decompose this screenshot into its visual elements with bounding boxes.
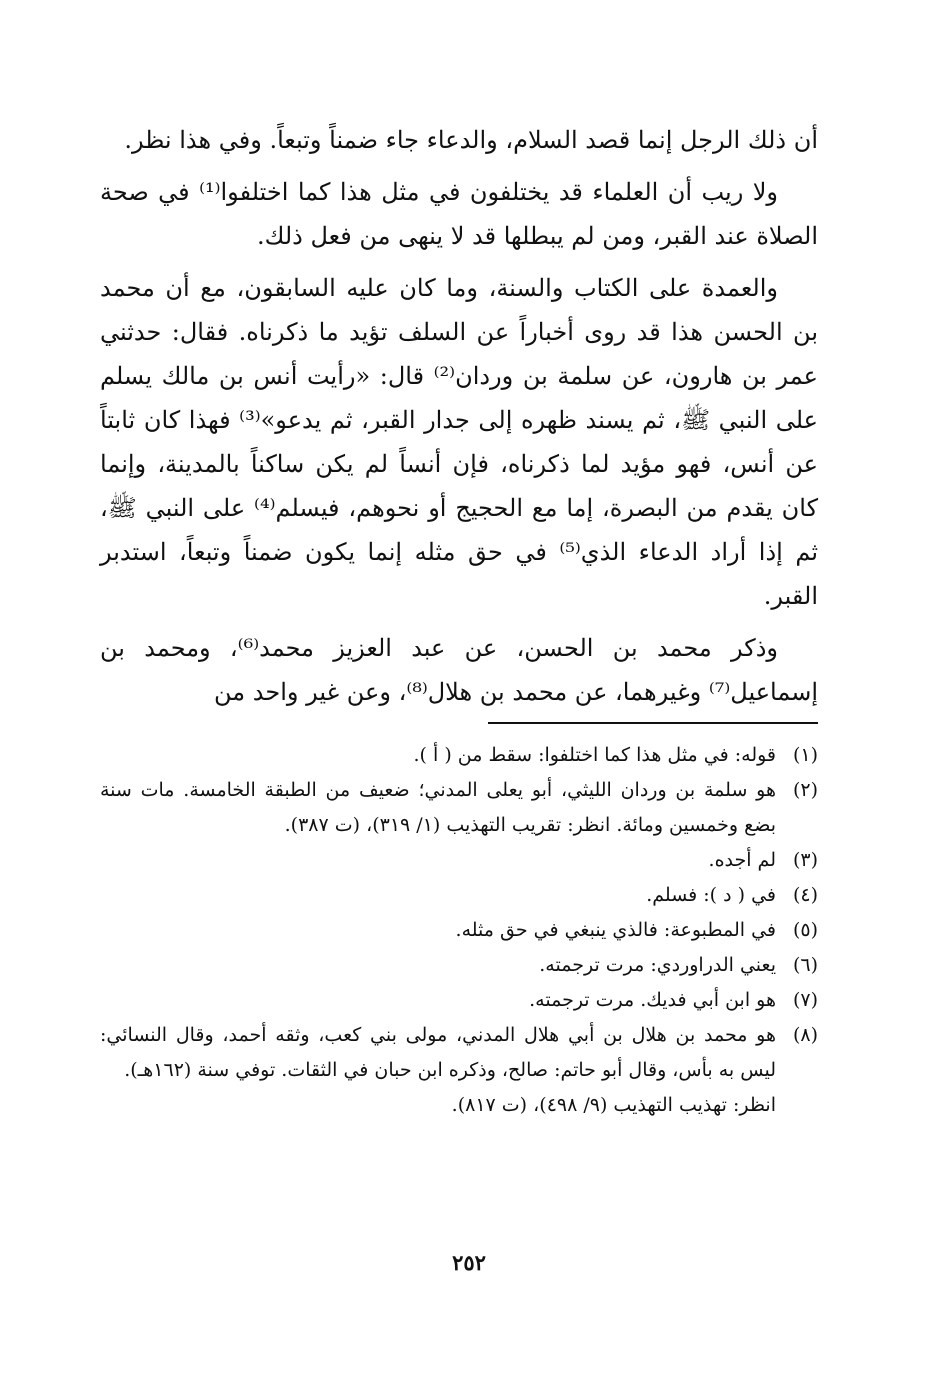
footnote-number: (٥) xyxy=(792,919,818,941)
footnote-body xyxy=(100,1018,776,1123)
footnote-text: هو ابن أبي فديك. مرت ترجمته. xyxy=(529,989,776,1011)
footnote xyxy=(100,878,818,913)
footnote xyxy=(100,913,818,948)
footnote xyxy=(100,983,818,1018)
footnote-number: (٣) xyxy=(792,849,818,871)
footnote xyxy=(100,738,818,773)
paragraph: وذكر محمد بن الحسن، عن عبد العزيز محمد⁽⁶⁾، ومحمد بن إسماعيل⁽⁷⁾ وغيرهما، عن محمد بن هلال⁽⁸⁾، وعن غير واحد من xyxy=(100,634,818,706)
book-page xyxy=(100,118,818,1123)
footnote-number: (٦) xyxy=(792,954,818,976)
paragraph: أن ذلك الرجل إنما قصد السلام، والدعاء جاء ضمناً وتبعاً. وفي هذا نظر. xyxy=(124,126,818,154)
footnote-text: هو سلمة بن وردان الليثي، أبو يعلى المدني؛ ضعيف من الطبقة الخامسة. مات سنة بضع وخمسين ومائة. انظر: تقريب التهذيب (١/ ٣١٩)، (ت ٣٨٧). xyxy=(100,779,776,836)
footnotes xyxy=(100,738,818,1123)
main-text xyxy=(100,118,818,714)
footnote-number: (٧) xyxy=(792,989,818,1011)
footnote-number: (٤) xyxy=(792,884,818,906)
footnote-number: (٢) xyxy=(792,779,818,801)
footnote xyxy=(100,1018,818,1123)
footnote-text: في المطبوعة: فالذي ينبغي في حق مثله. xyxy=(455,919,776,941)
footnote-reference: انظر: تهذيب التهذيب (٩/ ٤٩٨)، (ت ٨١٧). xyxy=(451,1094,776,1116)
footnote-text: يعني الدراوردي: مرت ترجمته. xyxy=(539,954,776,976)
footnote-text: في ( د ): فسلم. xyxy=(646,884,776,906)
footnote xyxy=(100,948,818,983)
footnote xyxy=(100,843,818,878)
footnote-text: هو محمد بن هلال بن أبي هلال المدني، مولى بني كعب، وثقه أحمد، وقال النسائي: ليس به بأس، وقال أبو حاتم: صالح، وذكره ابن حبان في الثقات. توفي سنة (١٦٢هـ). xyxy=(100,1024,776,1081)
footnote-text: قوله: في مثل هذا كما اختلفوا: سقط من ( أ ). xyxy=(413,744,776,766)
footnote-number: (١) xyxy=(792,744,818,766)
paragraph: والعمدة على الكتاب والسنة، وما كان عليه السابقون، مع أن محمد بن الحسن هذا قد روى أخباراً عن السلف تؤيد ما ذكرناه. فقال: حدثني عمر بن هارون، عن سلمة بن وردان⁽²⁾ قال: «رأيت أنس بن مالك يسلم على النبي ﷺ، ثم يسند ظهره إلى جدار القبر، ثم يدعو»⁽³⁾ فهذا كان ثابتاً عن أنس، فهو مؤيد لما ذكرناه، فإن أنساً لم يكن ساكناً بالمدينة، وإنما كان يقدم من البصرة، إما مع الحجيج أو نحوهم، فيسلم⁽⁴⁾ على النبي ﷺ، ثم إذا أراد الدعاء الذي⁽⁵⁾ في حق مثله إنما يكون ضمناً وتبعاً، استدبر القبر. xyxy=(100,274,819,610)
footnote xyxy=(100,773,818,843)
footnote-number: (٨) xyxy=(792,1024,818,1046)
footnote-separator xyxy=(488,722,818,724)
footnote-text: لم أجده. xyxy=(708,849,776,871)
page-number: ٢٥٢ xyxy=(452,1250,486,1275)
paragraph: ولا ريب أن العلماء قد يختلفون في مثل هذا كما اختلفوا⁽¹⁾ في صحة الصلاة عند القبر، ومن لم يبطلها قد لا ينهى من فعل ذلك. xyxy=(100,178,818,250)
